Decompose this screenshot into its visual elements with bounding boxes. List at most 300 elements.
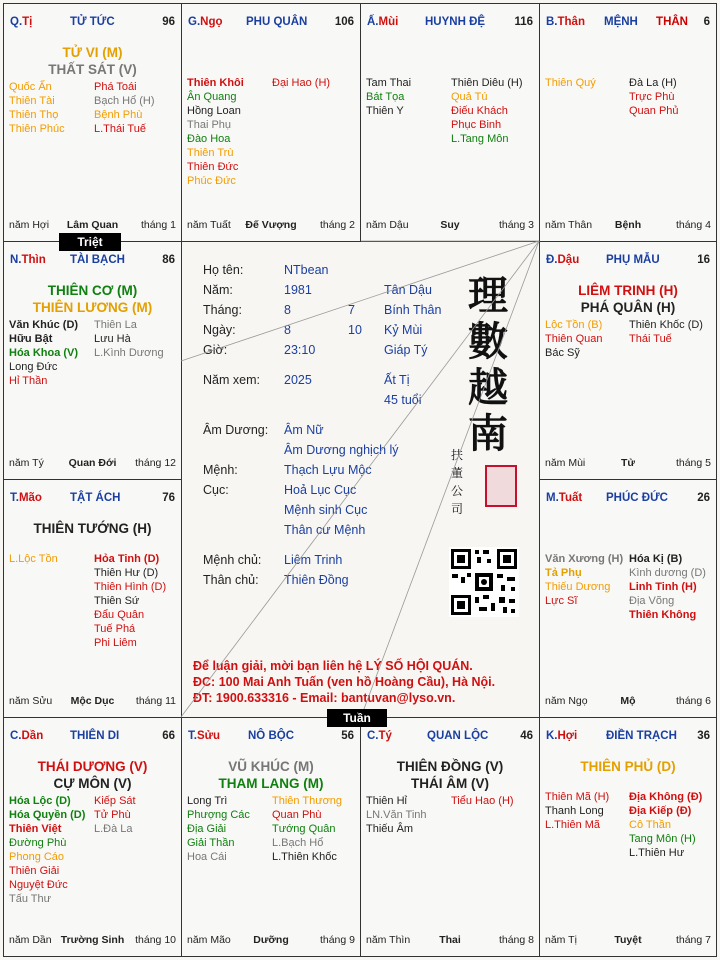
footer-year: năm Mão bbox=[187, 934, 231, 946]
footer-stage: Mộ bbox=[620, 695, 636, 707]
footer-year: năm Tý bbox=[9, 457, 44, 469]
palace-footer bbox=[187, 934, 355, 948]
main-stars bbox=[361, 758, 539, 792]
footer-year: năm Sửu bbox=[9, 695, 53, 707]
star-name: Thiếu Dương bbox=[545, 581, 611, 593]
star-name: L.Kình Dương bbox=[94, 347, 164, 359]
footer-year: năm Thân bbox=[545, 219, 593, 231]
palace-footer bbox=[545, 219, 711, 233]
footer-month: tháng 10 bbox=[135, 934, 176, 946]
palace-header bbox=[10, 492, 175, 508]
palace-number: 66 bbox=[162, 730, 175, 742]
star-name: Quan Phủ bbox=[629, 105, 679, 117]
star-name: Thanh Long bbox=[545, 805, 604, 817]
year-label: Năm: bbox=[203, 283, 233, 297]
star-name: Tướng Quân bbox=[272, 823, 336, 835]
year-canchi: Tân Dậu bbox=[384, 283, 432, 297]
footer-stage: Trường Sinh bbox=[60, 934, 125, 946]
palace-name: MỆNH bbox=[604, 16, 638, 28]
stem-letter: T. bbox=[10, 492, 19, 504]
star-name: Tam Thai bbox=[366, 77, 412, 89]
star-name: L.Thiên Khốc bbox=[272, 851, 337, 863]
month-canchi: Bính Thân bbox=[384, 303, 442, 317]
month-label: Tháng: bbox=[203, 303, 242, 317]
right-star-column bbox=[94, 318, 164, 360]
palace-header bbox=[10, 254, 175, 270]
star-name: Thai Phụ bbox=[187, 119, 232, 131]
star-name: Long Trì bbox=[187, 795, 228, 807]
branch-name: Thìn bbox=[21, 254, 46, 266]
star-name: Thiên Diêu (H) bbox=[451, 77, 523, 89]
star-name: Lưu Hà bbox=[94, 333, 131, 345]
day-solar: 10 bbox=[348, 323, 362, 337]
main-stars bbox=[4, 44, 181, 78]
palace-ty[interactable] bbox=[360, 717, 540, 957]
star-name: L.Thái Tuế bbox=[94, 123, 146, 135]
star-name: Thiên Khôi bbox=[187, 77, 244, 89]
stem-letter: Ấ. bbox=[367, 16, 379, 28]
calligraphy-char: 越 bbox=[468, 364, 508, 411]
footer-year: năm Tuất bbox=[187, 219, 231, 231]
palace-thin[interactable] bbox=[3, 241, 182, 480]
left-star-column bbox=[9, 318, 78, 388]
footer-month: tháng 9 bbox=[319, 934, 355, 946]
star-name: Tấu Thư bbox=[9, 893, 52, 905]
star-name: Thiên Việt bbox=[9, 823, 62, 835]
star-name: Tả Phụ bbox=[545, 567, 582, 579]
body-lord-label: Thân chủ: bbox=[203, 573, 259, 587]
name-value: NTbean bbox=[284, 263, 329, 277]
day-label: Ngày: bbox=[203, 323, 236, 337]
palace-number: 106 bbox=[334, 16, 354, 28]
footer-stage: Quan Đới bbox=[68, 457, 117, 469]
star-name: Hóa Kị (B) bbox=[629, 553, 683, 565]
stem-letter: K. bbox=[546, 730, 558, 742]
footer-month: tháng 8 bbox=[498, 934, 534, 946]
star-name: Tiểu Hao (H) bbox=[451, 795, 514, 807]
main-stars bbox=[540, 282, 716, 316]
palace-name: TẬT ÁCH bbox=[70, 492, 121, 504]
contact-address: ĐC: 100 Mai Anh Tuấn (ven hồ Hoàng Cầu), Hà Nội. bbox=[193, 675, 496, 689]
center-info-panel bbox=[181, 241, 539, 718]
branch-name: Dậu bbox=[557, 254, 580, 266]
footer-year: năm Dần bbox=[9, 934, 52, 946]
star-name: L.Bạch Hổ bbox=[272, 837, 324, 849]
star-name: L.Tang Môn bbox=[451, 133, 509, 145]
palace-name: PHÚC ĐỨC bbox=[606, 492, 668, 504]
palace-name: TÀI BẠCH bbox=[70, 254, 125, 266]
stem-letter: Đ. bbox=[546, 254, 558, 266]
star-name: Hồng Loan bbox=[187, 105, 241, 117]
left-star-column bbox=[545, 76, 596, 90]
red-seal-stamp bbox=[485, 465, 517, 507]
footer-month: tháng 6 bbox=[675, 695, 711, 707]
calligraphy-char: 數 bbox=[468, 318, 508, 365]
main-star: LIÊM TRINH (H) bbox=[578, 283, 678, 298]
footer-month: tháng 2 bbox=[319, 219, 355, 231]
palace-footer bbox=[187, 219, 355, 233]
yinyang-value: Âm Nữ bbox=[284, 423, 324, 437]
footer-stage: Đế Vượng bbox=[245, 219, 297, 231]
left-star-column bbox=[545, 790, 609, 832]
footer-stage: Dưỡng bbox=[253, 934, 289, 946]
star-name: Văn Xương (H) bbox=[545, 553, 624, 565]
palace-name: NÔ BỘC bbox=[248, 730, 294, 742]
day-lunar: 8 bbox=[284, 323, 291, 337]
palace-footer bbox=[9, 457, 176, 471]
footer-month: tháng 12 bbox=[135, 457, 176, 469]
stem-letter: C. bbox=[10, 730, 22, 742]
footer-year: năm Thìn bbox=[366, 934, 411, 946]
branch-name: Thân bbox=[557, 16, 585, 28]
month-solar: 7 bbox=[348, 303, 355, 317]
star-name: Thiên La bbox=[94, 319, 137, 331]
star-name: Kình dương (D) bbox=[629, 567, 706, 579]
star-name: Hóa Lộc (D) bbox=[9, 795, 71, 807]
star-name: Đẩu Quân bbox=[94, 609, 145, 621]
star-name: Phục Binh bbox=[451, 119, 502, 131]
palace-number: 36 bbox=[697, 730, 710, 742]
palace-name: ĐIỀN TRẠCH bbox=[606, 730, 677, 742]
footer-year: năm Dậu bbox=[366, 219, 409, 231]
footer-month: tháng 11 bbox=[135, 695, 176, 707]
main-star: THÁI ÂM (V) bbox=[411, 776, 489, 791]
star-name: Thiên Y bbox=[366, 105, 404, 117]
palace-branch bbox=[10, 254, 46, 266]
palace-number: 46 bbox=[520, 730, 533, 742]
main-star: THIÊN TƯỚNG (H) bbox=[33, 521, 152, 536]
star-name: Thiên Hình (D) bbox=[94, 581, 167, 593]
branch-name: Tị bbox=[22, 16, 33, 28]
star-name: Phúc Đức bbox=[187, 175, 236, 187]
qr-code bbox=[449, 547, 519, 617]
destiny-lord-value: Liêm Trinh bbox=[284, 553, 343, 567]
palace-branch bbox=[10, 730, 43, 742]
main-star: CỰ MÔN (V) bbox=[53, 776, 132, 791]
main-star: THIÊN CƠ (M) bbox=[47, 283, 138, 298]
star-name: Quả Tú bbox=[451, 91, 488, 103]
star-name: Địa Võng bbox=[629, 595, 675, 607]
star-name: Thiên Thương bbox=[272, 795, 343, 807]
main-star: VŨ KHÚC (M) bbox=[228, 759, 314, 774]
palace-header bbox=[10, 730, 175, 746]
star-name: Bệnh Phù bbox=[94, 109, 143, 121]
star-name: Hóa Khoa (V) bbox=[9, 347, 79, 359]
footer-stage: Tuyệt bbox=[614, 934, 642, 946]
palace-hoi[interactable] bbox=[539, 717, 717, 957]
main-star: TỬ VI (M) bbox=[62, 45, 123, 60]
palace-branch bbox=[367, 16, 398, 28]
branch-name: Dần bbox=[21, 730, 44, 742]
star-name: Cô Thần bbox=[629, 819, 671, 831]
star-name: Phi Liêm bbox=[94, 637, 137, 649]
star-name: Thái Tuế bbox=[629, 333, 672, 345]
calligraphy-logo bbox=[465, 273, 511, 457]
branch-name: Ngọ bbox=[200, 16, 223, 28]
right-star-column bbox=[451, 76, 523, 146]
star-name: Tử Phù bbox=[94, 809, 131, 821]
palace-footer bbox=[9, 934, 176, 948]
destiny-lord-label: Mệnh chủ: bbox=[203, 553, 262, 567]
palace-mui[interactable] bbox=[360, 3, 540, 242]
star-name: Đà La (H) bbox=[629, 77, 677, 89]
palace-footer bbox=[9, 219, 176, 233]
small-seal-text: 扶 董 公 司 bbox=[450, 448, 463, 516]
palace-footer bbox=[545, 457, 711, 471]
palace-dau[interactable] bbox=[539, 241, 717, 480]
right-star-column bbox=[272, 76, 330, 90]
palace-name: PHU QUÂN bbox=[246, 16, 308, 28]
star-name: L.Thiên Hư bbox=[629, 847, 685, 859]
hour-value: 23:10 bbox=[284, 343, 316, 357]
palace-footer bbox=[366, 219, 534, 233]
star-name: Thiên Đức bbox=[187, 161, 239, 173]
right-star-column bbox=[451, 794, 514, 808]
main-star: THIÊN LƯƠNG (M) bbox=[32, 300, 153, 315]
palace-branch bbox=[546, 16, 585, 28]
name-label: Họ tên: bbox=[203, 263, 244, 277]
palace-suu[interactable] bbox=[181, 717, 361, 957]
star-name: Thiếu Âm bbox=[366, 823, 414, 835]
hour-canchi: Giáp Tý bbox=[384, 343, 428, 357]
right-star-column bbox=[629, 76, 679, 118]
star-name: Thiên Sứ bbox=[94, 595, 140, 607]
palace-branch bbox=[367, 730, 392, 742]
star-name: Hỉ Thần bbox=[9, 375, 48, 387]
right-star-column bbox=[629, 790, 702, 860]
star-name: Bác Sỹ bbox=[545, 347, 580, 359]
branch-name: Tý bbox=[378, 730, 392, 742]
star-name: L.Lộc Tồn bbox=[9, 553, 58, 565]
footer-stage: Mộc Dục bbox=[70, 695, 115, 707]
tuan-badge: Tuần bbox=[327, 709, 387, 727]
branch-name: Tuất bbox=[558, 492, 583, 504]
main-star: THIÊN ĐỒNG (V) bbox=[396, 759, 504, 774]
contact-line-1: Để luận giải, mời bạn liên hệ LÝ SỐ HỘI QUÁN. bbox=[193, 659, 473, 673]
right-star-column bbox=[272, 794, 342, 864]
star-name: Lộc Tồn (B) bbox=[545, 319, 603, 331]
palace-ti[interactable] bbox=[3, 3, 182, 242]
left-star-column bbox=[545, 318, 602, 360]
yinyang-label: Âm Dương: bbox=[203, 423, 269, 437]
star-name: Thiên Tài bbox=[9, 95, 55, 107]
palace-header bbox=[188, 730, 354, 746]
star-name: Điếu Khách bbox=[451, 105, 508, 117]
stem-letter: T. bbox=[188, 730, 197, 742]
star-name: Hỏa Tinh (D) bbox=[94, 553, 160, 565]
contact-phone-email: ĐT: 1900.633316 - Email: bantuvan@lyso.vn. bbox=[193, 691, 456, 705]
cuc-value: Hoả Lục Cục bbox=[284, 483, 357, 497]
star-name: Thiên Hư (D) bbox=[94, 567, 159, 579]
footer-month: tháng 7 bbox=[675, 934, 711, 946]
palace-branch bbox=[188, 16, 223, 28]
main-star: THIÊN PHỦ (D) bbox=[580, 759, 676, 774]
branch-name: Mão bbox=[18, 492, 42, 504]
star-name: Đại Hao (H) bbox=[272, 77, 331, 89]
year-value: 1981 bbox=[284, 283, 312, 297]
palace-tuat[interactable] bbox=[539, 479, 717, 718]
footer-year: năm Tị bbox=[545, 934, 577, 946]
left-star-column bbox=[545, 552, 623, 608]
footer-year: năm Ngọ bbox=[545, 695, 588, 707]
right-star-column bbox=[94, 80, 155, 136]
palace-branch bbox=[10, 16, 32, 28]
footer-stage: Thai bbox=[439, 934, 461, 946]
palace-branch bbox=[10, 492, 42, 504]
hour-label: Giờ: bbox=[203, 343, 228, 357]
cuc-note-2: Thân cư Mệnh bbox=[284, 523, 366, 537]
right-star-column bbox=[629, 318, 703, 346]
left-star-column bbox=[366, 794, 427, 836]
left-star-column bbox=[9, 80, 65, 136]
footer-stage: Suy bbox=[440, 219, 460, 231]
palace-ngo[interactable] bbox=[181, 3, 361, 242]
palace-header bbox=[367, 16, 533, 32]
palace-dan[interactable] bbox=[3, 717, 182, 957]
footer-stage: Lâm Quan bbox=[66, 219, 119, 231]
palace-branch bbox=[546, 730, 577, 742]
star-name: Thiên Quý bbox=[545, 77, 596, 89]
destiny-label: Mệnh: bbox=[203, 463, 238, 477]
main-star: THẤT SÁT (V) bbox=[48, 62, 137, 77]
star-name: Ân Quang bbox=[187, 91, 237, 103]
footer-year: năm Mùi bbox=[545, 457, 586, 469]
palace-number: 16 bbox=[697, 254, 710, 266]
star-name: Hóa Quyền (D) bbox=[9, 809, 86, 821]
star-name: Nguyệt Đức bbox=[9, 879, 68, 891]
main-stars bbox=[4, 758, 181, 792]
stem-letter: Q. bbox=[10, 16, 23, 28]
palace-number: 96 bbox=[162, 16, 175, 28]
palace-mao[interactable] bbox=[3, 479, 182, 718]
palace-footer bbox=[9, 695, 176, 709]
star-name: Kiếp Sát bbox=[94, 795, 136, 807]
star-name: Trực Phù bbox=[629, 91, 675, 103]
star-name: Văn Khúc (D) bbox=[9, 319, 79, 331]
day-canchi: Kỷ Mùi bbox=[384, 323, 423, 337]
footer-month: tháng 3 bbox=[498, 219, 534, 231]
star-name: Thiên Quan bbox=[545, 333, 603, 345]
star-name: L.Thiên Mã bbox=[545, 819, 601, 831]
palace-number: 116 bbox=[514, 16, 533, 28]
stem-letter: G. bbox=[188, 16, 201, 28]
star-name: Địa Kiếp (Đ) bbox=[629, 805, 692, 817]
star-name: Lực Sĩ bbox=[545, 595, 578, 607]
left-star-column bbox=[9, 552, 58, 566]
body-lord-value: Thiên Đồng bbox=[284, 573, 349, 587]
stem-letter: B. bbox=[546, 16, 558, 28]
branch-name: Hợi bbox=[557, 730, 578, 742]
cuc-label: Cục: bbox=[203, 483, 229, 497]
left-star-column bbox=[187, 794, 250, 864]
star-name: Phượng Các bbox=[187, 809, 250, 821]
palace-number: 86 bbox=[162, 254, 175, 266]
star-name: LN.Văn Tinh bbox=[366, 809, 427, 821]
star-name: Quan Phù bbox=[272, 809, 322, 821]
branch-name: Mùi bbox=[378, 16, 399, 28]
calligraphy-char: 南 bbox=[468, 410, 508, 457]
palace-footer bbox=[545, 695, 711, 709]
star-name: Tuế Phá bbox=[94, 623, 136, 635]
star-name: Phong Cáo bbox=[9, 851, 65, 863]
main-stars bbox=[182, 758, 360, 792]
palace-footer bbox=[366, 934, 534, 948]
star-name: Linh Tinh (H) bbox=[629, 581, 697, 593]
palace-number: 56 bbox=[341, 730, 354, 742]
palace-header bbox=[546, 16, 710, 32]
palace-branch bbox=[546, 492, 582, 504]
footer-stage: Bệnh bbox=[614, 219, 642, 231]
palace-branch bbox=[188, 730, 220, 742]
age-value: 45 tuổi bbox=[384, 393, 422, 407]
star-name: Thiên Không bbox=[629, 609, 697, 621]
left-star-column bbox=[366, 76, 411, 118]
star-name: Thiên Giải bbox=[9, 865, 60, 877]
right-star-column bbox=[629, 552, 706, 622]
palace-name: PHỤ MẪU bbox=[606, 254, 660, 266]
star-name: Đường Phù bbox=[9, 837, 67, 849]
star-name: Phá Toái bbox=[94, 81, 137, 93]
footer-stage: Tử bbox=[620, 457, 636, 469]
right-star-column bbox=[94, 794, 136, 836]
star-name: Bát Tọa bbox=[366, 91, 405, 103]
view-year-canchi: Ất Tị bbox=[384, 373, 410, 387]
star-name: Quốc Ấn bbox=[9, 81, 52, 93]
star-name: Thiên Phúc bbox=[9, 123, 65, 135]
main-star: THAM LANG (M) bbox=[218, 776, 324, 791]
footer-month: tháng 5 bbox=[675, 457, 711, 469]
calligraphy-char: 理 bbox=[468, 272, 508, 319]
main-star: PHÁ QUÂN (H) bbox=[580, 300, 676, 315]
view-year-value: 2025 bbox=[284, 373, 312, 387]
palace-than[interactable] bbox=[539, 3, 717, 242]
palace-branch bbox=[546, 254, 579, 266]
month-lunar: 8 bbox=[284, 303, 291, 317]
palace-header bbox=[10, 16, 175, 32]
palace-name: HUYNH ĐỆ bbox=[425, 16, 486, 28]
star-name: Địa Không (Đ) bbox=[629, 791, 703, 803]
left-star-column bbox=[187, 76, 244, 188]
main-stars bbox=[540, 758, 716, 775]
palace-header bbox=[546, 492, 710, 508]
main-stars bbox=[4, 282, 181, 316]
palace-header bbox=[546, 730, 710, 746]
palace-number: 6 bbox=[703, 16, 710, 28]
star-name: Địa Giải bbox=[187, 823, 227, 835]
star-name: L.Đà La bbox=[94, 823, 133, 835]
palace-name: TỬ TỨC bbox=[70, 16, 115, 28]
star-name: Giải Thần bbox=[187, 837, 235, 849]
star-name: Hoa Cái bbox=[187, 851, 227, 863]
star-name: Tang Môn (H) bbox=[629, 833, 696, 845]
star-name: Hữu Bật bbox=[9, 333, 53, 345]
star-name: Thiên Trù bbox=[187, 147, 234, 159]
yinyang-note: Âm Dương nghịch lý bbox=[284, 443, 399, 457]
destiny-value: Thạch Lựu Mộc bbox=[284, 463, 372, 477]
stem-letter: M. bbox=[546, 492, 559, 504]
branch-name: Sửu bbox=[196, 730, 220, 742]
star-name: Thiên Thọ bbox=[9, 109, 59, 121]
stem-letter: N. bbox=[10, 254, 22, 266]
palace-number: 76 bbox=[162, 492, 175, 504]
than-tag: THÂN bbox=[656, 16, 688, 28]
palace-header bbox=[546, 254, 710, 270]
palace-name: THIÊN DI bbox=[70, 730, 120, 742]
main-star: THÁI DƯƠNG (V) bbox=[37, 759, 148, 774]
triet-badge: Triệt bbox=[59, 233, 121, 251]
left-star-column bbox=[9, 794, 85, 906]
star-name: Thiên Khốc (D) bbox=[629, 319, 703, 331]
